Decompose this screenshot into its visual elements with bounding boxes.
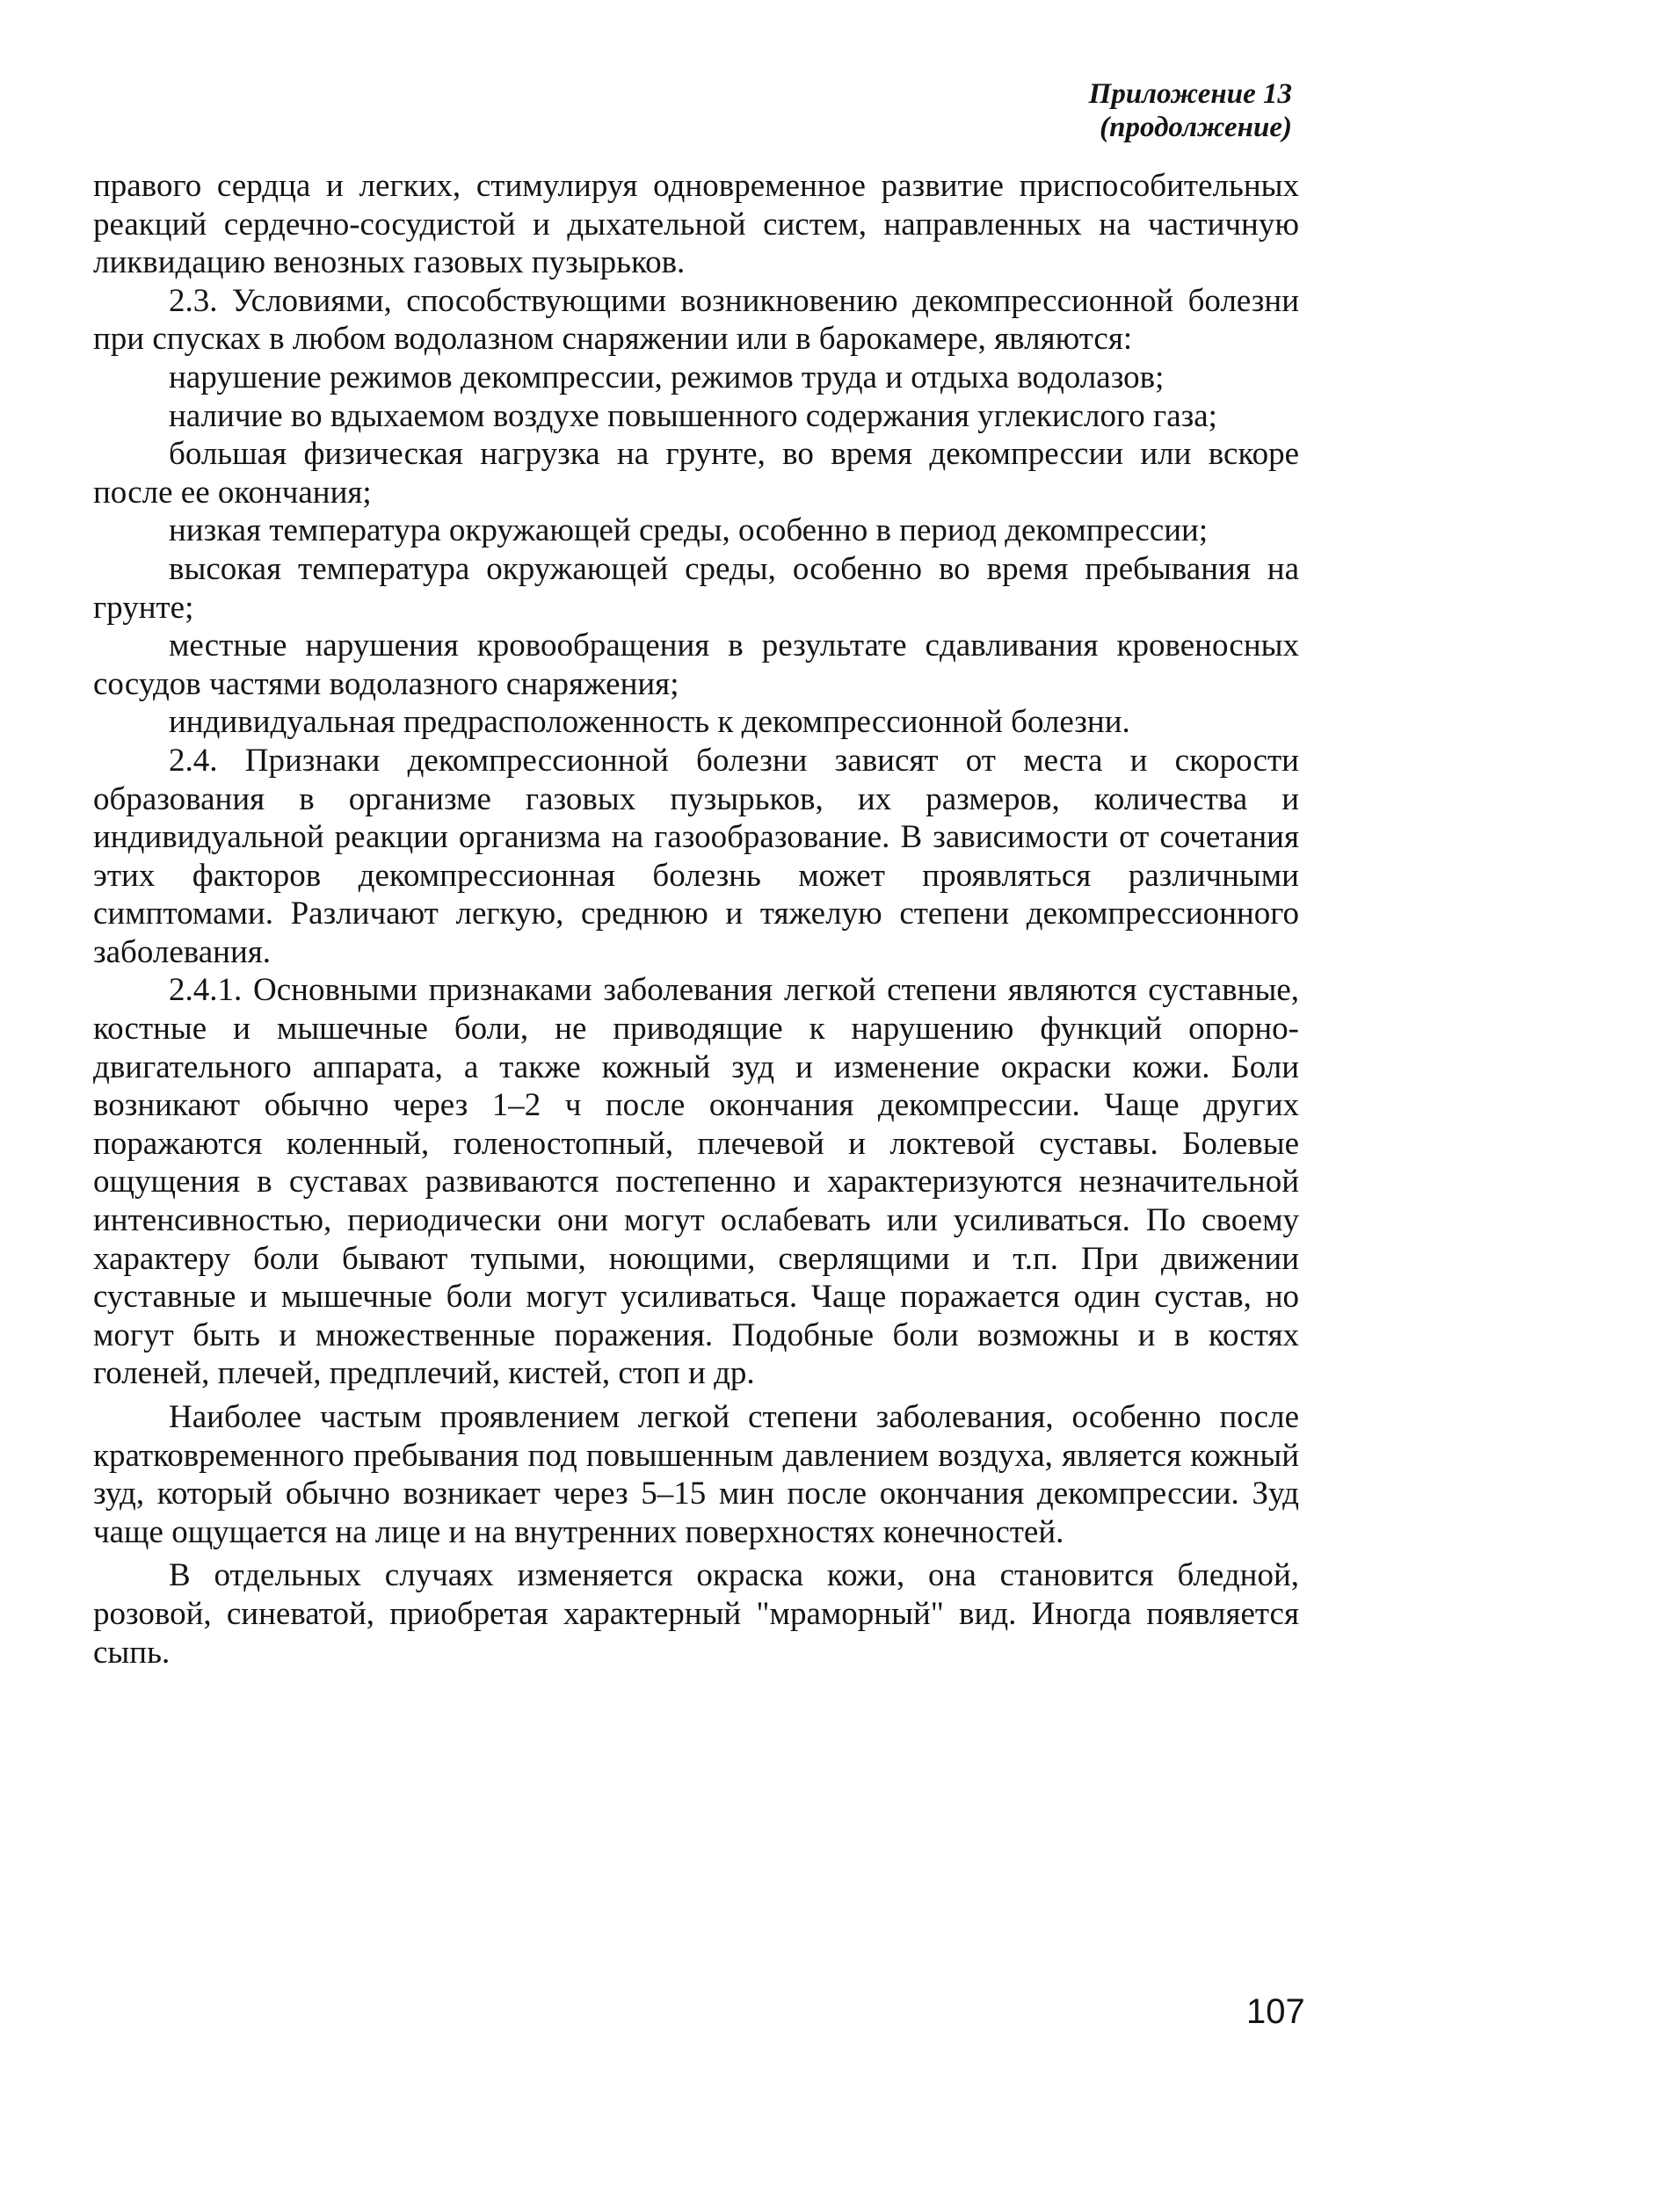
paragraph-skin-itch: Наиболее частым проявлением легкой степени заболевания, особенно после кратковременного пребывания под повышенным давлением воздуха, является кожный зуд, который обычно возникает через 5–15 мин после окончания декомпрессии. Зуд чаще ощущается на лице и на внутренних поверхностях конечностей. bbox=[93, 1399, 1299, 1550]
condition-item-2: наличие во вдыхаемом воздухе повышенного содержания углекислого газа; bbox=[169, 397, 1217, 434]
paragraph-2-3: 2.3. Условиями, способствующими возникновению декомпрессионной болезни при спусках в любом водолазном снаряжении или в барокамере, являются: bbox=[93, 282, 1299, 358]
condition-item-5: высокая температура окружающей среды, особенно во время пребывания на грунте; bbox=[93, 550, 1299, 626]
condition-item-6: местные нарушения кровообращения в результате сдавливания кровеносных сосудов частями водолазного снаряжения; bbox=[93, 627, 1299, 702]
body-text bbox=[93, 167, 1299, 1672]
appendix-continuation: (продолжение) bbox=[1100, 112, 1292, 143]
paragraph-2-4-1: 2.4.1. Основными признаками заболевания легкой степени являются суставные, костные и мышечные боли, не приводящие к нарушению функций опорно-двигательного аппарата, а также кожный зуд и изменение окраски кожи. Боли возникают обычно через 1–2 ч после окончания декомпрессии. Чаще других поражаются коленный, голеностопный, плечевой и локтевой суставы. Болевые ощущения в суставах развиваются постепенно и характеризуются незначительной интенсивностью, периодически они могут ослабевать или усиливаться. По своему характеру боли бывают тупыми, ноющими, сверлящими и т.п. При движении суставные и мышечные боли могут усиливаться. Чаще поражается один сустав, но могут быть и множественные поражения. Подобные боли возможны и в костях голеней, плечей, предплечий, кистей, стоп и др. bbox=[93, 972, 1299, 1392]
paragraph-continuation: правого сердца и легких, стимулируя одновременное развитие приспособительных реакций сердечно-сосудистой и дыхательной систем, направленных на частичную ликвидацию венозных газовых пузырьков. bbox=[93, 168, 1299, 281]
condition-item-4: низкая температура окружающей среды, особенно в период декомпрессии; bbox=[169, 512, 1209, 549]
page-number: 107 bbox=[1246, 1992, 1305, 2031]
paragraph-2-4: 2.4. Признаки декомпрессионной болезни зависят от места и скорости образования в организме газовых пузырьков, их размеров, количества и индивидуальной реакции организма на газообразование. В зависимости от сочетания этих факторов декомпрессионная болезнь может проявляться различными симптомами. Различают легкую, среднюю и тяжелую степени декомпрессионного заболевания. bbox=[93, 742, 1299, 970]
condition-item-3: большая физическая нагрузка на грунте, во время декомпрессии или вскоре после ее окончания; bbox=[93, 436, 1299, 511]
condition-item-1: нарушение режимов декомпрессии, режимов труда и отдыха водолазов; bbox=[169, 359, 1165, 395]
appendix-label: Приложение 13 bbox=[1088, 78, 1292, 110]
paragraph-skin-color: В отдельных случаях изменяется окраска кожи, она становится бледной, розовой, синеватой, приобретая характерный "мраморный" вид. Иногда появляется сыпь. bbox=[93, 1557, 1299, 1671]
condition-item-7: индивидуальная предрасположенность к декомпрессионной болезни. bbox=[169, 704, 1130, 741]
appendix-header bbox=[1089, 77, 1292, 144]
